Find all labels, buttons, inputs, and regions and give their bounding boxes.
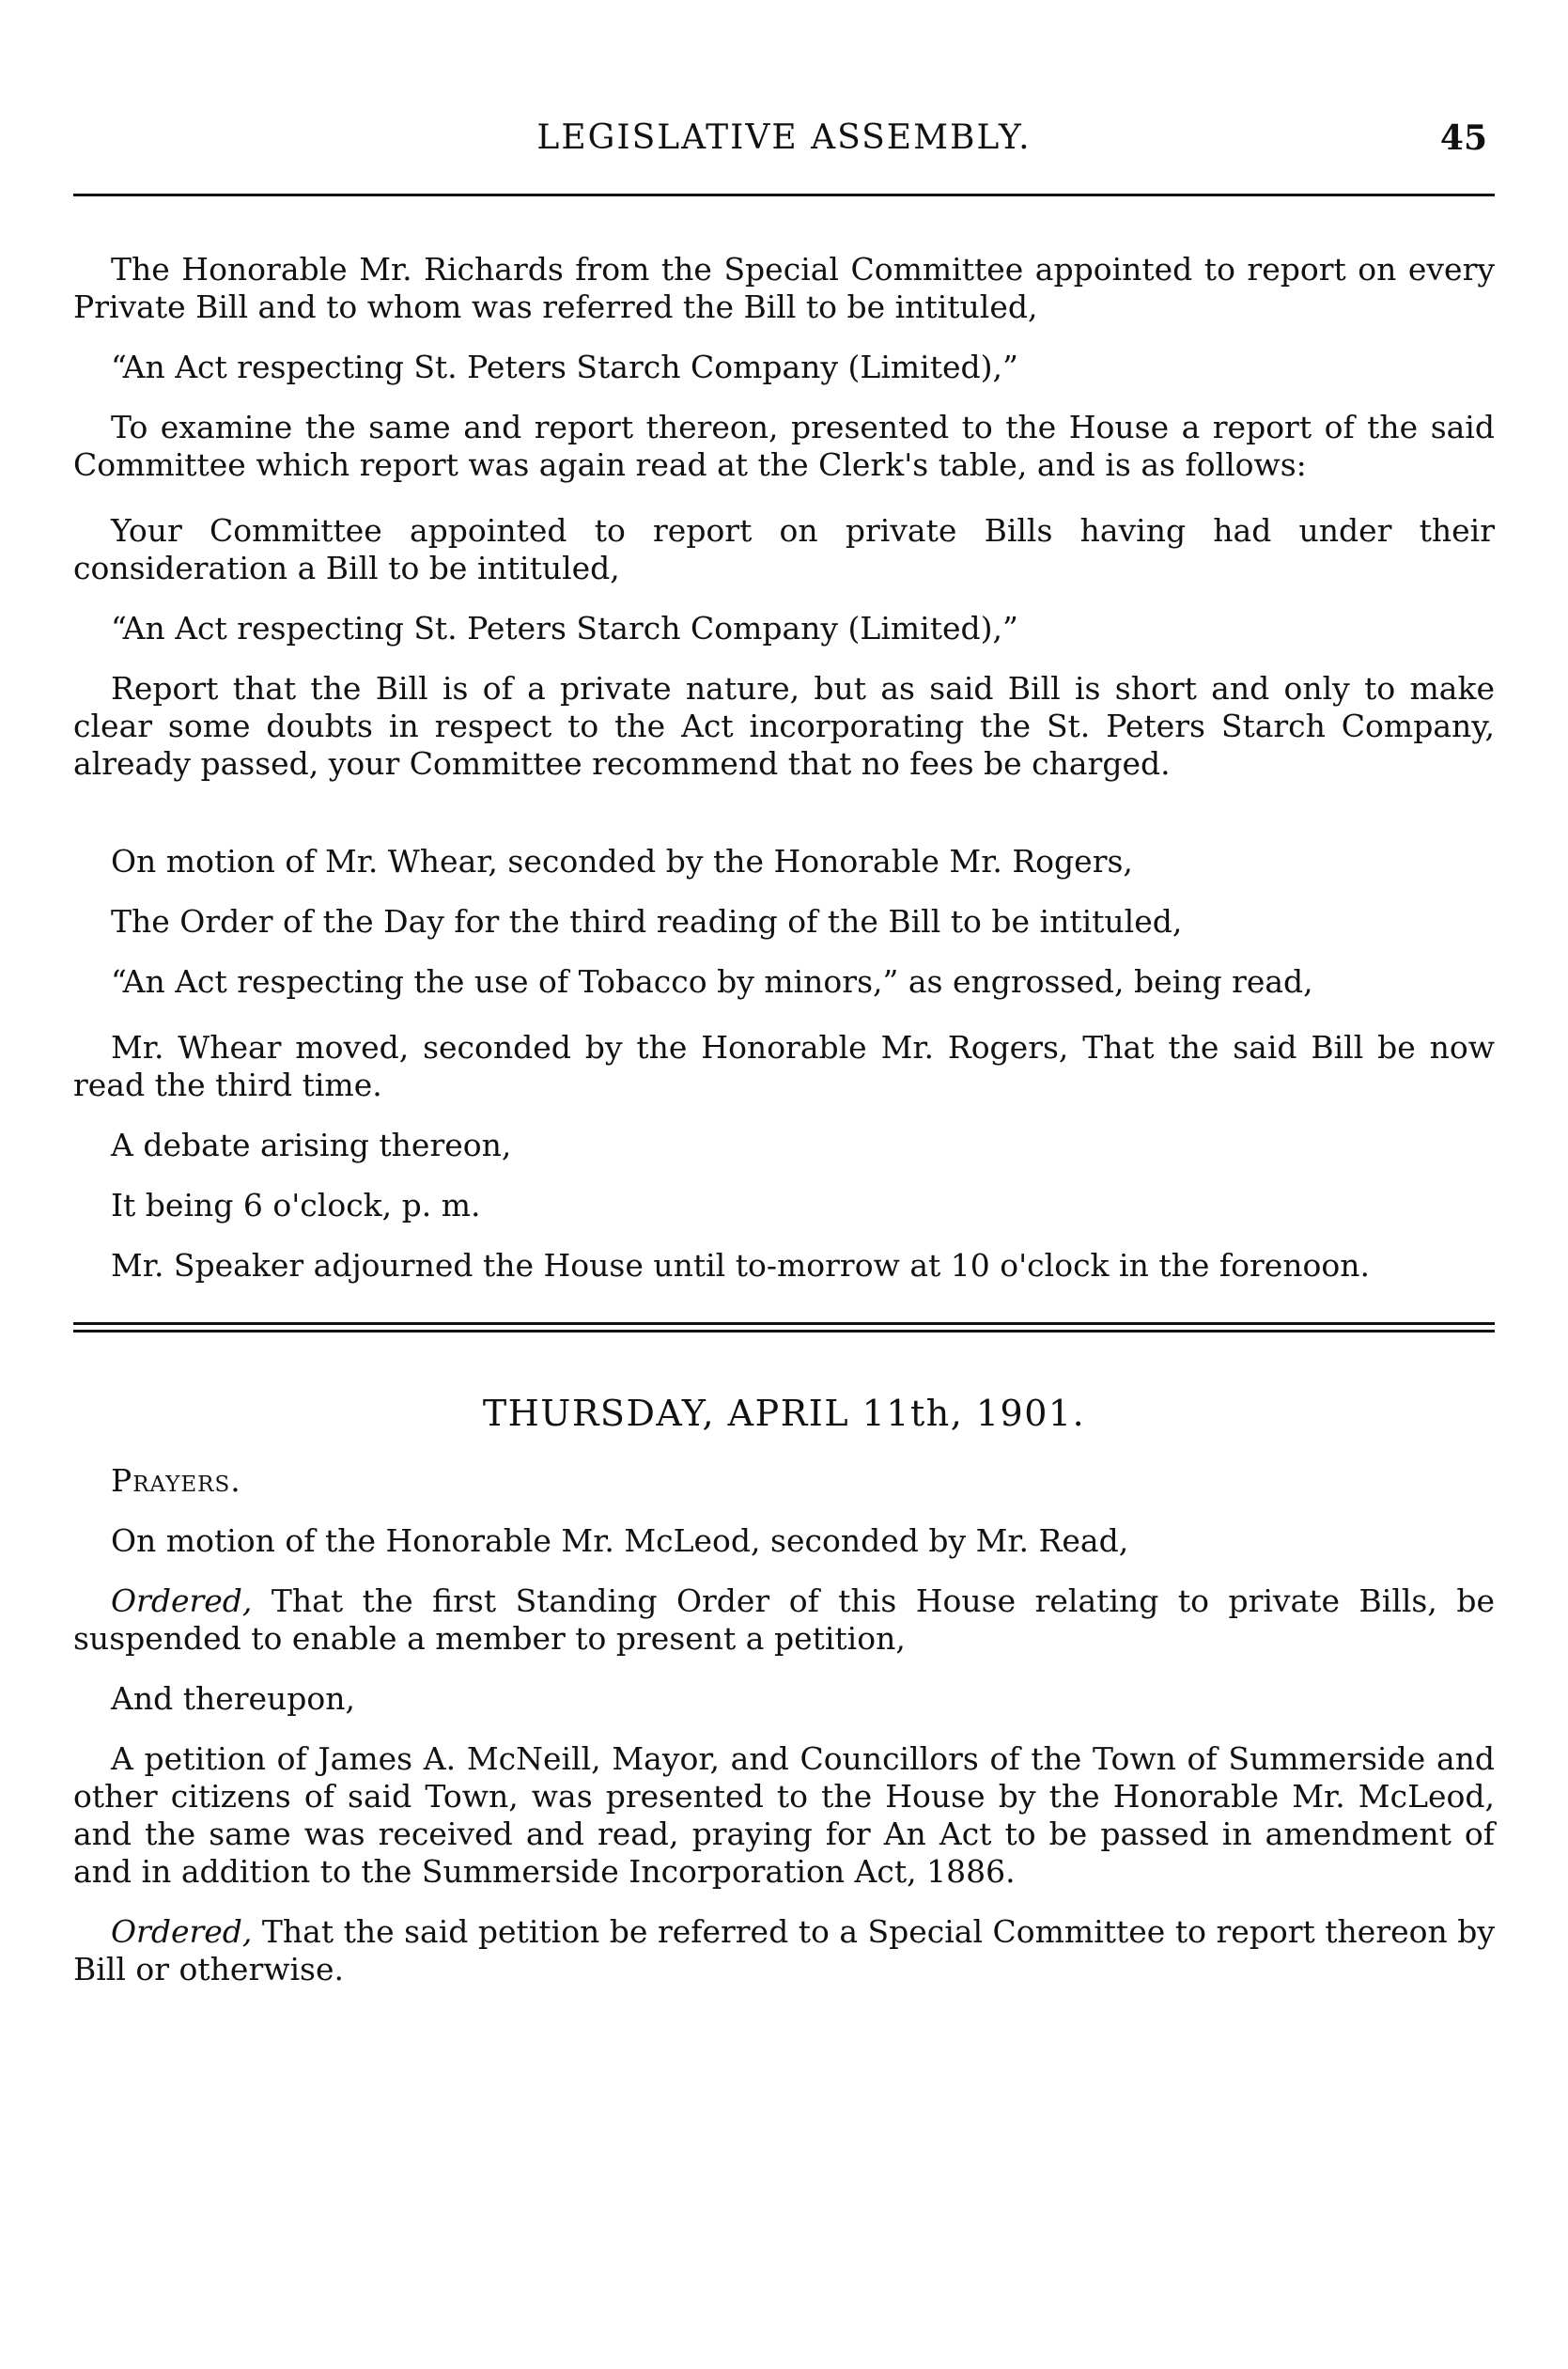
- paragraph-debate: A debate arising thereon,: [111, 1127, 512, 1163]
- header-rule: [73, 194, 1495, 196]
- day-heading: THURSDAY, APRIL 11th, 1901.: [482, 1393, 1086, 1434]
- ordered-text-2: That the said petition be referred to a Special Committee to report thereon by Bill or otherwise.: [73, 1913, 1495, 1987]
- paragraph-act-title-2: “An Act respecting St. Peters Starch Company (Limited),”: [111, 610, 1018, 647]
- prayers-label: Prayers.: [111, 1462, 241, 1499]
- paragraph-six-oclock: It being 6 o'clock, p. m.: [111, 1187, 481, 1223]
- paragraph-ordered-standing-order: [73, 1582, 1495, 1658]
- paragraph-examine: To examine the same and report thereon, presented to the House a report of the said Committee which report was again read at the Clerk's table, and is as follows:: [73, 409, 1495, 483]
- running-title: LEGISLATIVE ASSEMBLY.: [536, 118, 1032, 157]
- section-divider: [73, 1322, 1495, 1333]
- ordered-label: Ordered,: [111, 1582, 253, 1619]
- paragraph-report-fees: Report that the Bill is of a private nature, but as said Bill is short and only to make clear some doubts in respect to the Act incorporating the St. Peters Starch Company, already passed, your Committee recommend that no fees be charged.: [73, 670, 1495, 782]
- paragraph-tobacco-act: “An Act respecting the use of Tobacco by minors,” as engrossed, being read,: [111, 963, 1313, 1000]
- paragraph-act-title: “An Act respecting St. Peters Starch Company (Limited),”: [111, 349, 1018, 385]
- page-header: [73, 118, 1495, 173]
- ordered-label-2: Ordered,: [111, 1913, 253, 1950]
- paragraph-ordered-referred: [73, 1913, 1495, 1988]
- page-number: 45: [1439, 118, 1487, 158]
- paragraph-adjourned: Mr. Speaker adjourned the House until to-morrow at 10 o'clock in the forenoon.: [111, 1247, 1370, 1284]
- paragraph-committee-report: The Honorable Mr. Richards from the Special Committee appointed to report on every Private Bill and to whom was referred the Bill to be intituled,: [73, 251, 1495, 325]
- paragraph-thereupon: And thereupon,: [111, 1680, 356, 1717]
- paragraph-your-committee: Your Committee appointed to report on private Bills having had under their consideration a Bill to be intituled,: [73, 512, 1495, 586]
- paragraph-motion-whear: On motion of Mr. Whear, seconded by the Honorable Mr. Rogers,: [111, 843, 1133, 880]
- paragraph-petition: A petition of James A. McNeill, Mayor, and Councillors of the Town of Summerside and other citizens of said Town, was presented to the House by the Honorable Mr. McLeod, and the same was received and read, praying for An Act to be passed in amendment of and in addition to the Summerside Incorporation Act, 1886.: [73, 1740, 1495, 1890]
- paragraph-order-of-day: The Order of the Day for the third reading of the Bill to be intituled,: [111, 903, 1183, 940]
- paragraph-third-reading: Mr. Whear moved, seconded by the Honorable Mr. Rogers, That the said Bill be now read the third time.: [73, 1029, 1495, 1103]
- ordered-text: That the first Standing Order of this House relating to private Bills, be suspended to enable a member to present a petition,: [73, 1582, 1495, 1657]
- paragraph-motion-mcleod: On motion of the Honorable Mr. McLeod, seconded by Mr. Read,: [111, 1522, 1129, 1559]
